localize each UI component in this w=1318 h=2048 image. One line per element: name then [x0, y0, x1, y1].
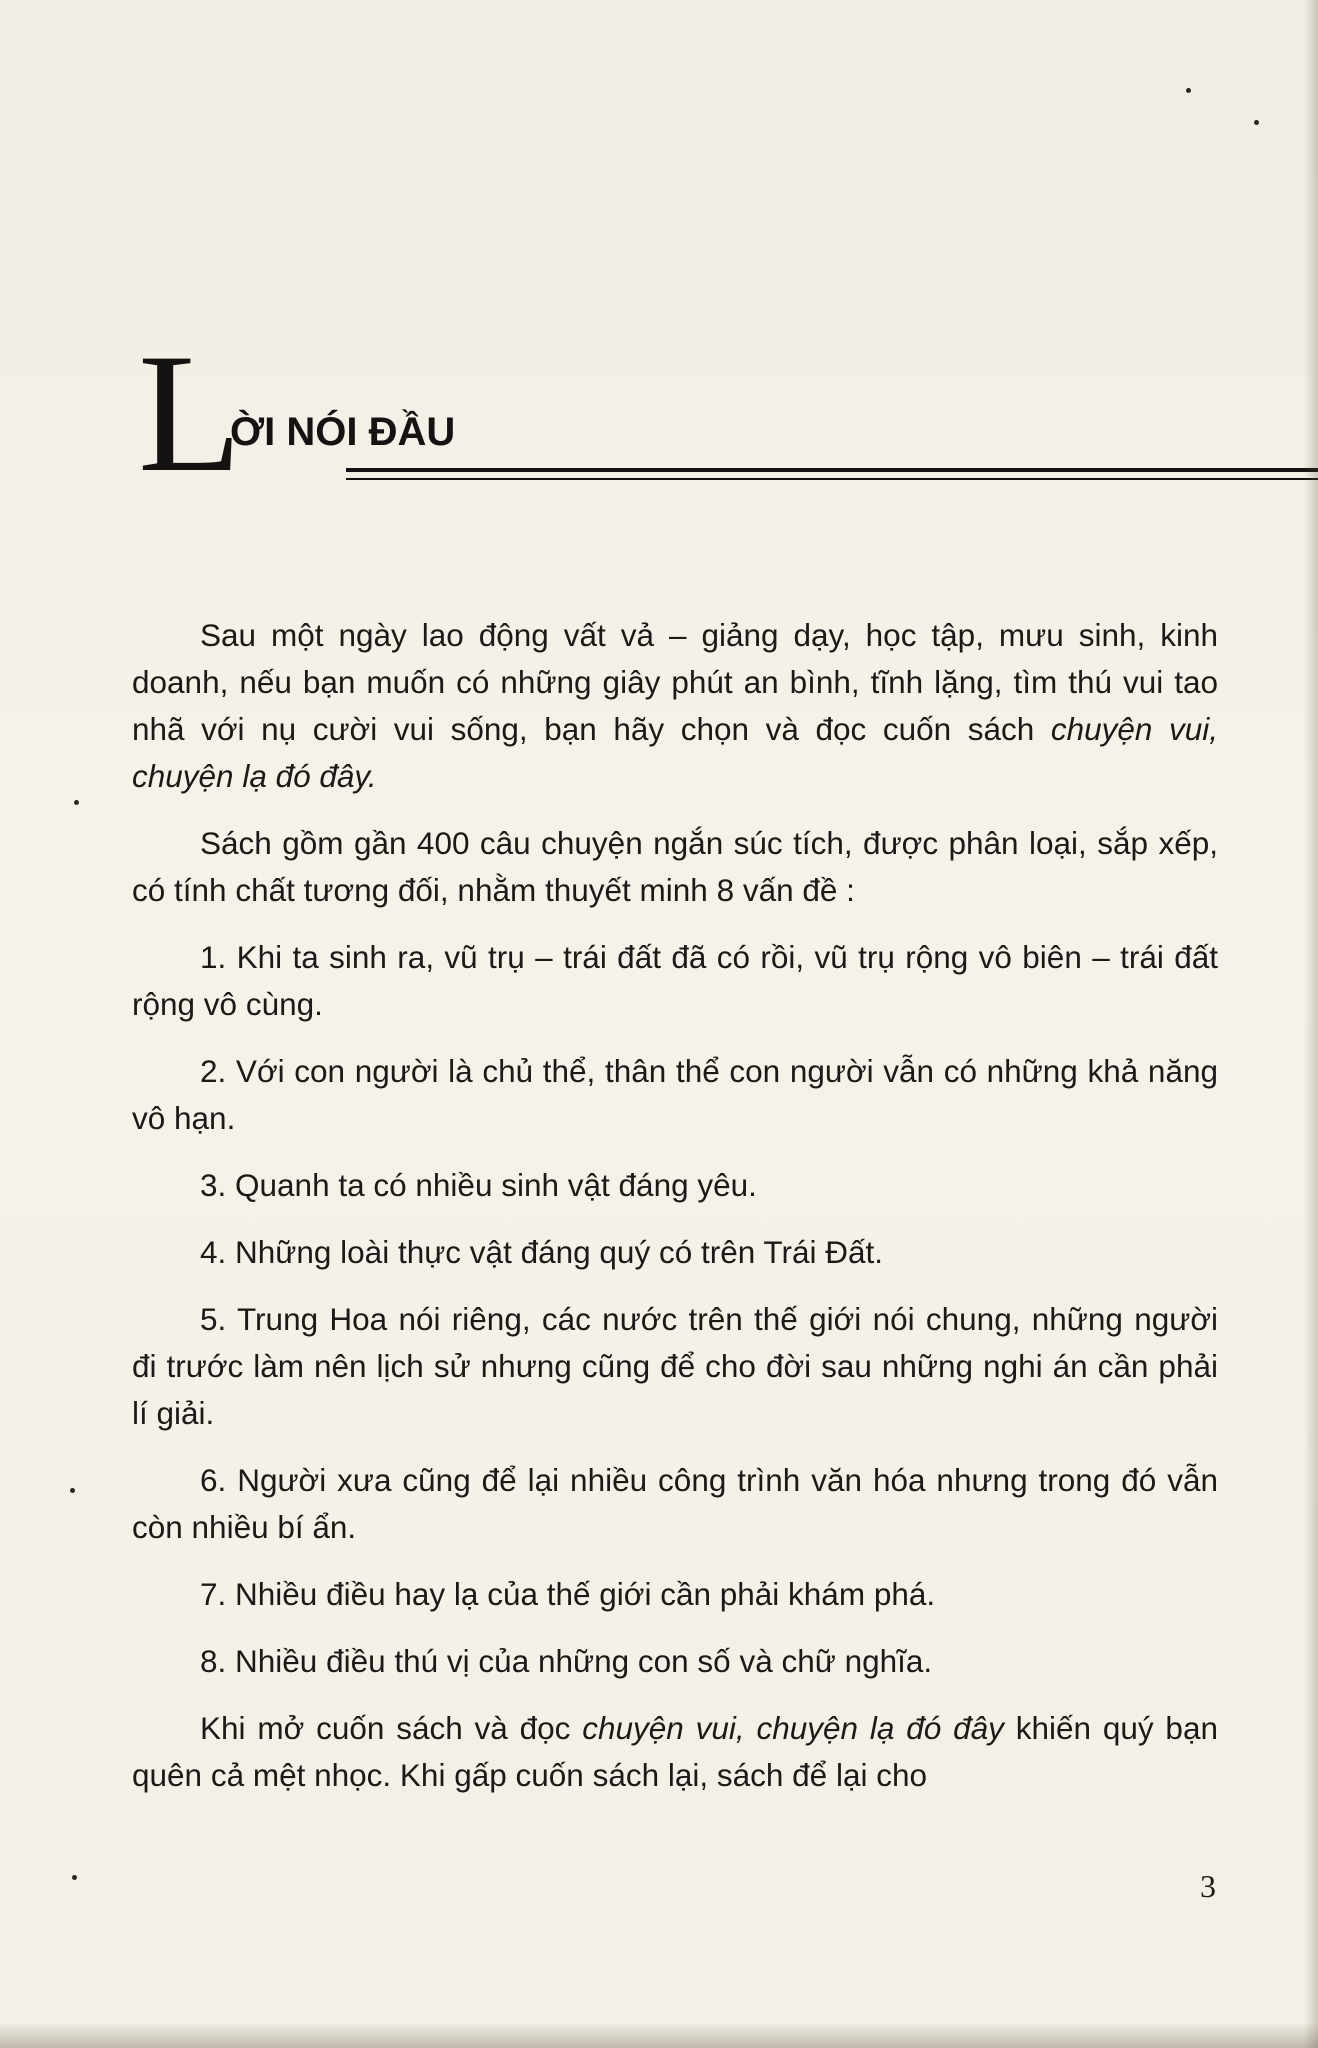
list-item: 6. Người xưa cũng để lại nhiều công trình văn hóa nhưng trong đó vẫn còn nhiều bí ẩn.	[132, 1462, 1218, 1545]
list-item: 1. Khi ta sinh ra, vũ trụ – trái đất đã có rồi, vũ trụ rộng vô biên – trái đất rộng vô cùng.	[132, 939, 1218, 1022]
paragraph-closing-text: Khi mở cuốn sách và đọc	[200, 1710, 583, 1746]
paragraph-closing-end: khiến quý bạn quên cả mệt nhọc. Khi gấp cuốn sách lại, sách để lại cho	[132, 1710, 1218, 1793]
page-number: 3	[1200, 1868, 1216, 1904]
body-text	[132, 612, 1218, 1819]
paragraph-summary: Sách gồm gần 400 câu chuyện ngắn súc tích, được phân loại, sắp xếp, có tính chất tương đối, nhằm thuyết minh 8 vấn đề :	[132, 825, 1218, 908]
paragraph-intro-italic: chuyện vui, chuyện lạ đó đây.	[132, 711, 1218, 794]
speck	[1186, 88, 1191, 93]
list-item: 5. Trung Hoa nói riêng, các nước trên thế giới nói chung, những người đi trước làm nên lịch sử nhưng cũng để cho đời sau những nghi án cần phải lí giải.	[132, 1301, 1218, 1431]
heading-drop-cap: L	[138, 319, 242, 507]
list-item: 3. Quanh ta có nhiều sinh vật đáng yêu.	[200, 1167, 757, 1203]
list-item: 4. Những loài thực vật đáng quý có trên Trái Đất.	[200, 1234, 884, 1270]
speck	[74, 800, 79, 805]
speck	[70, 1488, 75, 1493]
page-bottom-shadow	[0, 2022, 1318, 2048]
paragraph-closing-italic: chuyện vui, chuyện lạ đó đây	[582, 1710, 1004, 1746]
paragraph-closing	[132, 1705, 1218, 1799]
page-edge-shadow	[1304, 0, 1318, 2048]
heading-rule-thick	[346, 468, 1318, 472]
list-item: 7. Nhiều điều hay lạ của thế giới cần phải khám phá.	[200, 1576, 936, 1612]
speck	[1254, 120, 1259, 125]
paragraph-intro	[132, 612, 1218, 800]
speck	[72, 1875, 77, 1880]
paragraph-intro-text: Sau một ngày lao động vất vả – giảng dạy, học tập, mưu sinh, kinh doanh, nếu bạn muốn có những giây phút an bình, tĩnh lặng, tìm thú vui tao nhã với nụ cười vui sống, bạn hãy chọn và đọc cuốn sách	[132, 617, 1218, 747]
preface-heading	[138, 319, 1218, 508]
list-item: 2. Với con người là chủ thể, thân thể con người vẫn có những khả năng vô hạn.	[132, 1053, 1218, 1136]
heading-title: ỜI NÓI ĐẦU	[230, 410, 456, 454]
heading-rule-thin	[346, 478, 1318, 480]
list-item: 8. Nhiều điều thú vị của những con số và chữ nghĩa.	[200, 1643, 933, 1679]
